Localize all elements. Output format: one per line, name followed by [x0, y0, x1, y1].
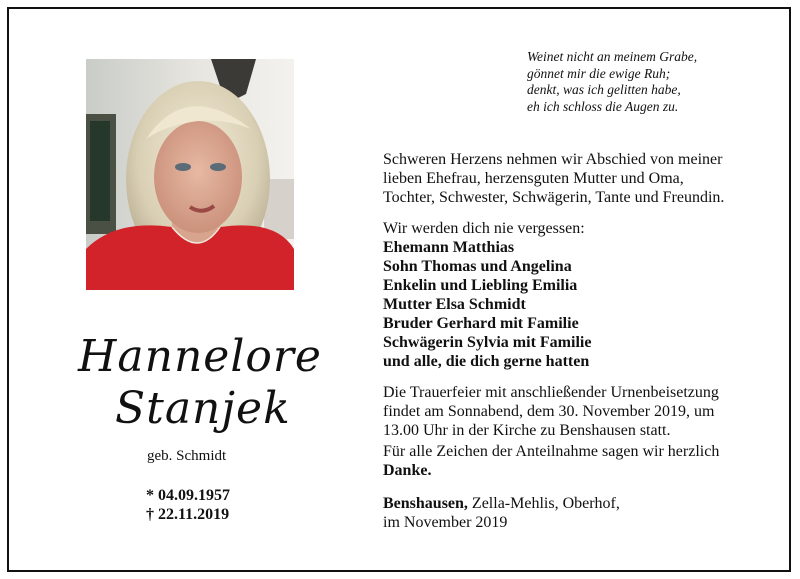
intro-line: lieben Ehefrau, herzensguten Mutter und Oma, — [383, 170, 684, 187]
mourner-line: Enkelin und Liebling Emilia — [383, 277, 578, 294]
thanks-word: Danke. — [383, 462, 432, 479]
mourner-line: Sohn Thomas und Angelina — [383, 258, 572, 275]
main-place: Benshausen, — [383, 495, 468, 512]
mourner-line: Bruder Gerhard mit Familie — [383, 315, 579, 332]
maiden-name: geb. Schmidt — [147, 448, 227, 464]
mourners-block — [383, 219, 591, 371]
funeral-line: Die Trauerfeier mit anschließender Urnenbeisetzung — [383, 384, 719, 401]
mourner-line: und alle, die dich gerne hatten — [383, 353, 590, 370]
life-dates — [146, 486, 230, 524]
intro-line: Tochter, Schwester, Schwägerin, Tante und Freundin. — [383, 189, 725, 206]
funeral-line: findet am Sonnabend, dem 30. November 2019, um — [383, 403, 715, 420]
intro-line: Schweren Herzens nehmen wir Abschied von meiner — [383, 151, 723, 168]
birth-date: * 04.09.1957 — [146, 487, 230, 504]
portrait-photo — [86, 59, 294, 290]
place-date-block — [383, 494, 620, 532]
memorial-poem: Weinet nicht an meinem Grabe, gönnet mir die ewige Ruh; denkt, was ich gelitten habe, eh ich schloss die Augen zu. — [527, 49, 698, 114]
deceased-first-name: Hannelore — [78, 331, 322, 382]
death-date: † 22.11.2019 — [146, 506, 230, 523]
other-places: Zella-Mehlis, Oberhof, — [467, 495, 620, 512]
intro-paragraph — [383, 150, 724, 207]
mourners-heading: Wir werden dich nie vergessen: — [383, 220, 585, 237]
mourner-line: Mutter Elsa Schmidt — [383, 296, 526, 313]
funeral-paragraph — [383, 383, 719, 440]
mourner-line: Ehemann Matthias — [383, 239, 515, 256]
date-line: im November 2019 — [383, 514, 508, 531]
mourner-line: Schwägerin Sylvia mit Familie — [383, 334, 592, 351]
place-line — [383, 494, 620, 513]
funeral-line: 13.00 Uhr in der Kirche zu Benshausen statt. — [383, 422, 671, 439]
deceased-last-name: Stanjek — [115, 383, 291, 434]
thanks-line: Für alle Zeichen der Anteilnahme sagen wir herzlich — [383, 443, 720, 460]
thanks-paragraph — [383, 442, 719, 480]
